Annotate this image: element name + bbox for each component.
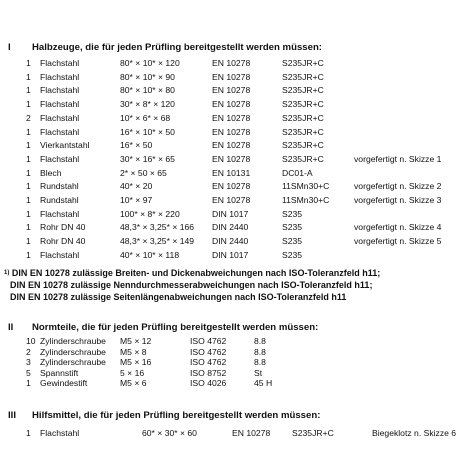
- cell-mat: 8.8: [254, 357, 266, 367]
- cell-dim: 16* × 10* × 50: [120, 126, 175, 137]
- cell-dim: M5 × 12: [120, 336, 152, 346]
- cell-mat: 8.8: [254, 336, 266, 346]
- cell-std: DIN 2440: [212, 222, 249, 233]
- cell-name: Flachstahl: [40, 71, 80, 82]
- cell-note: vorgefertigt n. Skizze 5: [354, 236, 442, 247]
- cell-qty: 2: [26, 346, 31, 357]
- cell-mat: S235JR+C: [282, 71, 324, 82]
- section-1-roman: I: [8, 42, 11, 53]
- cell-std: EN 10278: [212, 153, 251, 164]
- cell-qty: 1: [26, 99, 31, 110]
- cell-mat: DC01-A: [282, 167, 313, 178]
- cell-name: Spannstift: [40, 367, 79, 378]
- cell-dim: 10* × 97: [120, 195, 153, 205]
- cell-note: Biegeklotz n. Skizze 6: [372, 428, 457, 438]
- cell-qty: 1: [26, 236, 31, 247]
- cell-dim: 80* × 10* × 90: [120, 71, 175, 82]
- cell-name: Vierkantstahl: [40, 140, 90, 151]
- cell-qty: 1: [26, 140, 31, 151]
- cell-dim: M5 × 8: [120, 346, 147, 357]
- cell-dim: 10* × 6* × 68: [120, 112, 171, 123]
- section-2-roman: II: [8, 322, 14, 333]
- cell-name: Flachstahl: [40, 249, 80, 260]
- cell-mat: S235JR+C: [282, 58, 324, 68]
- cell-mat: S235: [282, 236, 303, 247]
- cell-name: Rohr DN 40: [40, 236, 86, 247]
- cell-dim: 2* × 50 × 65: [120, 167, 167, 178]
- cell-qty: 1: [26, 181, 31, 192]
- cell-std: EN 10278: [212, 112, 251, 123]
- cell-std: EN 10278: [212, 85, 251, 96]
- cell-note: vorgefertigt n. Skizze 3: [354, 195, 442, 205]
- cell-std: ISO 8752: [190, 367, 227, 378]
- section-3-roman: III: [8, 410, 16, 421]
- cell-name: Rohr DN 40: [40, 222, 86, 233]
- cell-dim: 40* × 10* × 118: [120, 249, 180, 260]
- footnote-text-2: DIN EN 10278 zulässige Nenndurchmesserabweichungen nach ISO-Toleranzfeld h11;: [10, 280, 373, 290]
- cell-mat: S235JR+C: [282, 85, 324, 96]
- cell-dim: 30* × 16* × 65: [120, 153, 175, 164]
- cell-std: ISO 4026: [190, 378, 227, 388]
- cell-mat: 45 H: [254, 378, 273, 388]
- cell-qty: 1: [26, 222, 31, 233]
- cell-std: DIN 1017: [212, 249, 249, 260]
- section-2-heading: [8, 322, 318, 333]
- cell-std: DIN 2440: [212, 236, 249, 247]
- cell-mat: S235JR+C: [282, 140, 324, 151]
- cell-dim: M5 × 16: [120, 357, 152, 367]
- cell-dim: 48,3* × 3,25* × 149: [120, 236, 195, 247]
- cell-name: Flachstahl: [40, 428, 80, 438]
- cell-qty: 1: [26, 428, 31, 438]
- cell-mat: S235: [282, 249, 303, 260]
- cell-mat: 11SMn30+C: [282, 181, 330, 192]
- cell-std: ISO 4762: [190, 357, 227, 367]
- cell-dim: 30* × 8* × 120: [120, 99, 175, 110]
- cell-qty: 1: [26, 126, 31, 137]
- cell-name: Zylinderschraube: [40, 357, 106, 367]
- cell-name: Gewindestift: [40, 378, 88, 388]
- cell-qty: 1: [26, 58, 31, 68]
- footnote-line-2: [10, 280, 372, 291]
- cell-dim: 80* × 10* × 80: [120, 85, 175, 96]
- cell-mat: S235: [282, 222, 303, 233]
- cell-mat: 8.8: [254, 346, 266, 357]
- cell-std: EN 10278: [212, 140, 251, 151]
- cell-name: Flachstahl: [40, 99, 80, 110]
- cell-dim: 100* × 8* × 220: [120, 208, 180, 219]
- cell-name: Flachstahl: [40, 58, 80, 68]
- cell-dim: 5 × 16: [120, 367, 145, 378]
- cell-name: Flachstahl: [40, 208, 80, 219]
- cell-name: Flachstahl: [40, 85, 80, 96]
- cell-note: vorgefertigt n. Skizze 2: [354, 181, 442, 192]
- cell-name: Rundstahl: [40, 195, 79, 205]
- cell-std: ISO 4762: [190, 336, 227, 346]
- footnote-text-3: DIN EN 10278 zulässige Seitenlängenabweichungen nach ISO-Toleranzfeld h11: [10, 292, 347, 302]
- cell-mat: S235JR+C: [282, 126, 324, 137]
- cell-qty: 1: [26, 85, 31, 96]
- cell-name: Blech: [40, 167, 62, 178]
- footnote-text-1: DIN EN 10278 zulässige Breiten- und Dickenabweichungen nach ISO-Toleranzfeld h11;: [11, 268, 381, 278]
- cell-name: Flachstahl: [40, 112, 80, 123]
- cell-std: ISO 4762: [190, 346, 227, 357]
- cell-name: Rundstahl: [40, 181, 79, 192]
- cell-qty: 1: [26, 167, 31, 178]
- cell-std: EN 10278: [212, 195, 251, 205]
- cell-qty: 3: [26, 357, 31, 367]
- footnote-marker: 1): [4, 270, 10, 276]
- cell-std: EN 10278: [232, 428, 271, 438]
- cell-std: EN 10131: [212, 167, 251, 178]
- cell-mat: St: [254, 367, 263, 378]
- cell-dim: 16* × 50: [120, 140, 153, 151]
- section-3-title: Hilfsmittel, die für jeden Prüfling bereitgestellt werden müssen:: [32, 410, 321, 421]
- cell-std: EN 10278: [212, 99, 251, 110]
- cell-qty: 2: [26, 112, 31, 123]
- cell-std: EN 10278: [212, 58, 251, 68]
- cell-std: EN 10278: [212, 71, 251, 82]
- cell-qty: 1: [26, 195, 31, 205]
- section-2-title: Normteile, die für jeden Prüfling bereitgestellt werden müssen:: [32, 322, 319, 333]
- cell-qty: 1: [26, 208, 31, 219]
- cell-std: DIN 1017: [212, 208, 249, 219]
- cell-qty: 10: [26, 336, 36, 346]
- cell-mat: S235JR+C: [282, 112, 324, 123]
- cell-mat: S235: [282, 208, 303, 219]
- cell-mat: S235JR+C: [292, 428, 334, 438]
- cell-note: vorgefertigt n. Skizze 4: [354, 222, 442, 233]
- cell-name: Flachstahl: [40, 153, 80, 164]
- cell-dim: 40* × 20: [120, 181, 153, 192]
- cell-mat: S235JR+C: [282, 153, 324, 164]
- cell-mat: S235JR+C: [282, 99, 324, 110]
- cell-name: Zylinderschraube: [40, 336, 106, 346]
- footnote-line-1: [4, 268, 380, 279]
- cell-dim: M5 × 6: [120, 378, 147, 388]
- cell-note: vorgefertigt n. Skizze 1: [354, 153, 442, 164]
- cell-std: EN 10278: [212, 126, 251, 137]
- footnote-line-3: [10, 292, 346, 303]
- cell-name: Flachstahl: [40, 126, 80, 137]
- cell-qty: 5: [26, 367, 31, 378]
- cell-qty: 1: [26, 378, 31, 388]
- cell-dim: 80* × 10* × 120: [120, 58, 180, 68]
- section-1-title: Halbzeuge, die für jeden Prüfling bereitgestellt werden müssen:: [32, 42, 323, 53]
- cell-qty: 1: [26, 71, 31, 82]
- section-3-heading: [8, 410, 320, 421]
- cell-dim: 48,3* × 3,25* × 166: [120, 222, 195, 233]
- cell-std: EN 10278: [212, 181, 251, 192]
- cell-dim: 60* × 30* × 60: [142, 428, 197, 438]
- cell-qty: 1: [26, 249, 31, 260]
- cell-qty: 1: [26, 153, 31, 164]
- cell-name: Zylinderschraube: [40, 346, 106, 357]
- cell-mat: 11SMn30+C: [282, 195, 330, 205]
- section-1-heading: [8, 42, 322, 53]
